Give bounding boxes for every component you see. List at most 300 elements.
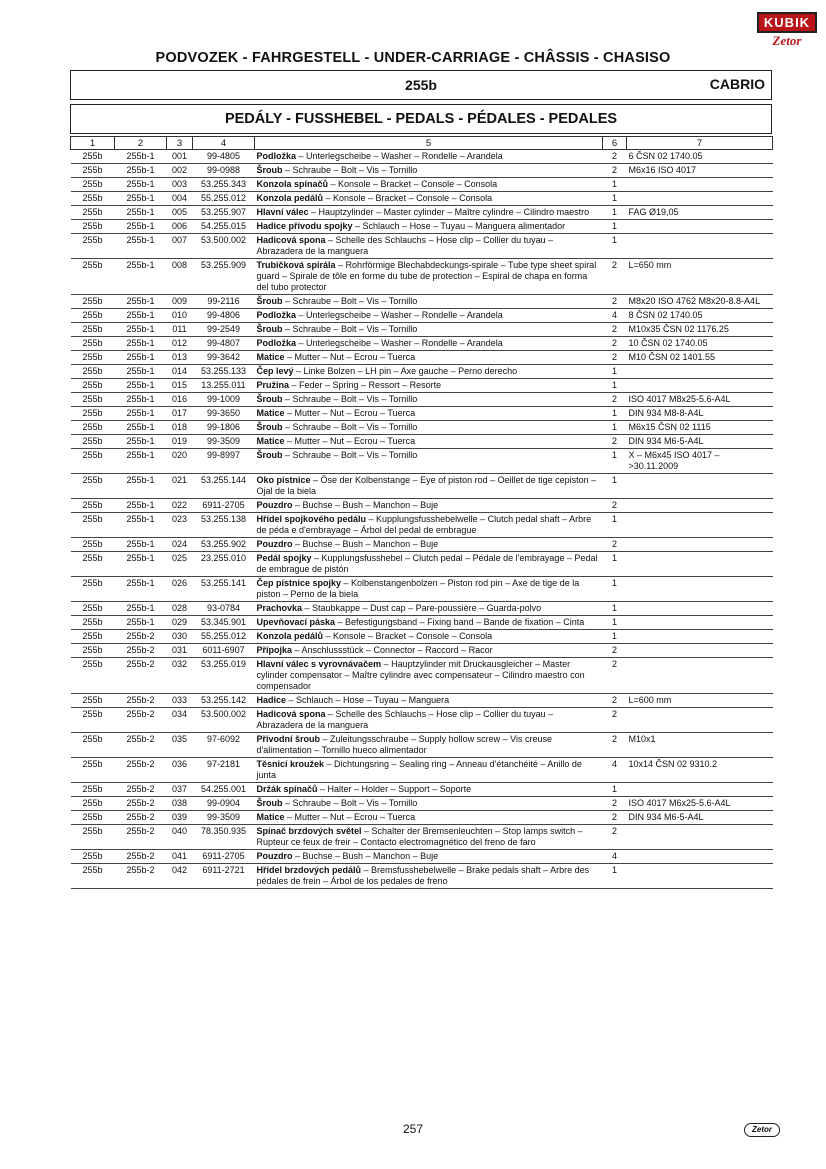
position-cell: 026 [167,577,193,602]
quantity-cell: 1 [603,220,627,234]
part-number-cell: 53.255.907 [193,206,255,220]
group-cell: 255b [71,538,115,552]
description-czech: Matice [256,352,285,362]
subgroup-cell: 255b-2 [115,864,167,889]
description-czech: Pouzdro [256,851,293,861]
position-cell: 024 [167,538,193,552]
group-cell: 255b [71,708,115,733]
group-cell: 255b [71,164,115,178]
subgroup-cell: 255b-1 [115,407,167,421]
description-cell [255,421,603,435]
table-row [71,259,773,295]
part-number-cell: 53.255.019 [193,658,255,694]
subgroup-cell: 255b-2 [115,630,167,644]
section-title: PEDÁLY - FUSSHEBEL - PEDALS - PÉDALES - PEDALES [224,111,618,127]
description-cell [255,351,603,365]
position-cell: 011 [167,323,193,337]
quantity-cell: 2 [603,694,627,708]
description-cell [255,783,603,797]
description-cell [255,150,603,164]
description-translations: – Schlauch – Hose – Tuyau – Manguera alimentador [352,221,566,231]
subgroup-cell: 255b-2 [115,797,167,811]
group-cell: 255b [71,449,115,474]
group-cell: 255b [71,864,115,889]
subgroup-cell: 255b-1 [115,178,167,192]
description-translations: – Hauptzylinder – Master cylinder – Maître cylindre – Cilindro maestro [308,207,590,217]
position-cell: 013 [167,351,193,365]
description-cell [255,259,603,295]
position-cell: 010 [167,309,193,323]
table-row [71,351,773,365]
description-cell [255,474,603,499]
description-cell [255,435,603,449]
description-cell [255,758,603,783]
group-cell: 255b [71,150,115,164]
description-translations: – Halter – Holder – Support – Soporte [317,784,472,794]
group-code: 255b [405,77,437,93]
note-cell: 10 ČSN 02 1740.05 [627,337,773,351]
description-czech: Šroub [256,324,283,334]
note-cell: DIN 934 M6-5-A4L [627,811,773,825]
description-translations: – Feder – Spring – Ressort – Resorte [289,380,442,390]
position-cell: 036 [167,758,193,783]
quantity-cell: 1 [603,552,627,577]
group-cell: 255b [71,435,115,449]
zetor-brand-mark: Zetor [744,1123,780,1137]
description-translations: – Schelle des Schlauchs – Hose clip – Collier du tuyau – Abrazadera de la manguera [256,235,554,256]
subgroup-cell: 255b-1 [115,206,167,220]
page-title: PODVOZEK - FAHRGESTELL - UNDER-CARRIAGE - CHÂSSIS - CHASISO [155,50,671,66]
table-row [71,234,773,259]
group-cell: 255b [71,323,115,337]
group-cell: 255b [71,234,115,259]
part-number-cell: 53.255.138 [193,513,255,538]
subgroup-cell: 255b-1 [115,192,167,206]
quantity-cell: 1 [603,630,627,644]
part-number-cell: 93-0784 [193,602,255,616]
note-cell [627,499,773,513]
table-row [71,435,773,449]
quantity-cell: 1 [603,864,627,889]
quantity-cell: 2 [603,658,627,694]
group-cell: 255b [71,192,115,206]
description-translations: – Zuleitungsschraube – Supply hollow screw – Vis creuse d'alimentation – Tornillo hueco alimentador [256,734,552,755]
description-czech: Matice [256,408,285,418]
subgroup-cell: 255b-2 [115,644,167,658]
subgroup-cell: 255b-1 [115,435,167,449]
table-row [71,178,773,192]
position-cell: 002 [167,164,193,178]
part-number-cell: 99-0904 [193,797,255,811]
group-cell: 255b [71,658,115,694]
description-cell [255,538,603,552]
description-czech: Oko pístnice [256,475,311,485]
description-cell [255,393,603,407]
description-cell [255,825,603,850]
table-row [71,150,773,164]
quantity-cell: 2 [603,259,627,295]
description-czech: Pedál spojky [256,553,312,563]
page-number: 257 [402,1122,424,1136]
quantity-cell: 1 [603,513,627,538]
position-cell: 014 [167,365,193,379]
position-cell: 023 [167,513,193,538]
description-czech: Čep levý [256,366,294,376]
quantity-cell: 1 [603,577,627,602]
subgroup-cell: 255b-1 [115,220,167,234]
description-translations: – Hauptzylinder mit Druckausgleicher – Master cylinder compensator – Maître cylindre avec compensateur – Cilindro maestro con compensador [256,659,585,691]
position-cell: 037 [167,783,193,797]
note-cell [627,616,773,630]
part-number-cell: 99-3509 [193,811,255,825]
note-cell [627,513,773,538]
position-cell: 001 [167,150,193,164]
subgroup-cell: 255b-2 [115,708,167,733]
group-cell: 255b [71,309,115,323]
position-cell: 021 [167,474,193,499]
quantity-cell: 1 [603,616,627,630]
note-cell: L=600 mm [627,694,773,708]
description-translations: – Mutter – Nut – Ecrou – Tuerca [284,408,416,418]
group-cell: 255b [71,694,115,708]
position-cell: 042 [167,864,193,889]
table-row [71,192,773,206]
position-cell: 022 [167,499,193,513]
part-number-cell: 53.255.141 [193,577,255,602]
part-number-cell: 6911-2705 [193,499,255,513]
description-czech: Hadicová spona [256,709,326,719]
subgroup-cell: 255b-1 [115,337,167,351]
quantity-cell: 2 [603,797,627,811]
quantity-cell: 1 [603,379,627,393]
position-cell: 003 [167,178,193,192]
description-czech: Šroub [256,450,283,460]
description-czech: Hadice přívodu spojky [256,221,353,231]
note-cell [627,178,773,192]
description-cell [255,295,603,309]
note-cell [627,192,773,206]
description-translations: – Befestigungsband – Fixing band – Bande de fixation – Cinta [335,617,585,627]
part-number-cell: 13.255.011 [193,379,255,393]
description-czech: Podložka [256,151,297,161]
position-cell: 009 [167,295,193,309]
note-cell: M6x16 ISO 4017 [627,164,773,178]
part-number-cell: 99-4807 [193,337,255,351]
part-number-cell: 99-8997 [193,449,255,474]
note-cell: ISO 4017 M6x25-5.6-A4L [627,797,773,811]
description-czech: Pružina [256,380,290,390]
description-translations: – Buchse – Bush – Manchon – Buje [292,500,439,510]
group-cell: 255b [71,733,115,758]
description-czech: Matice [256,812,285,822]
description-translations: – Schraube – Bolt – Vis – Tornillo [282,422,418,432]
note-cell [627,602,773,616]
subgroup-cell: 255b-1 [115,602,167,616]
description-translations: – Kolbenstangenbolzen – Piston rod pin – Axe de tige de la piston – Perno de la biela [256,578,580,599]
position-cell: 019 [167,435,193,449]
description-translations: – Unterlegscheibe – Washer – Rondelle – Arandela [296,151,503,161]
position-cell: 035 [167,733,193,758]
group-cell: 255b [71,616,115,630]
description-czech: Hadicová spona [256,235,326,245]
column-header: 3 [167,137,193,150]
subgroup-cell: 255b-2 [115,811,167,825]
group-cell: 255b [71,797,115,811]
group-cell: 255b [71,393,115,407]
group-cell: 255b [71,421,115,435]
description-cell [255,864,603,889]
description-cell [255,797,603,811]
quantity-cell: 2 [603,825,627,850]
quantity-cell: 2 [603,164,627,178]
subgroup-cell: 255b-2 [115,694,167,708]
quantity-cell: 1 [603,783,627,797]
table-row [71,811,773,825]
subgroup-cell: 255b-2 [115,825,167,850]
position-cell: 031 [167,644,193,658]
table-row [71,577,773,602]
subgroup-cell: 255b-1 [115,295,167,309]
note-cell [627,365,773,379]
description-translations: – Schraube – Bolt – Vis – Tornillo [282,798,418,808]
part-number-cell: 99-3642 [193,351,255,365]
description-translations: – Schraube – Bolt – Vis – Tornillo [282,394,418,404]
description-translations: – Kupplungsfusshebelwelle – Clutch pedal shaft – Arbre de péda e d'embrayage – Árbol del pedal de embrague [256,514,592,535]
table-row [71,337,773,351]
quantity-cell: 1 [603,178,627,192]
description-translations: – Staubkappe – Dust cap – Pare-poussière – Guarda-polvo [302,603,542,613]
description-translations: – Bremsfusshebelwelle – Brake pedals shaft – Arbre des pédales de frein – Árbol de los pedales de freno [256,865,590,886]
part-number-cell: 99-1806 [193,421,255,435]
table-row [71,538,773,552]
note-cell: M8x20 ISO 4762 M8x20-8.8-A4L [627,295,773,309]
part-number-cell: 53.255.142 [193,694,255,708]
description-cell [255,178,603,192]
table-row [71,407,773,421]
group-cell: 255b [71,513,115,538]
note-cell [627,850,773,864]
description-cell [255,733,603,758]
part-number-cell: 99-2116 [193,295,255,309]
part-number-cell: 55.255.012 [193,630,255,644]
part-number-cell: 54.255.001 [193,783,255,797]
group-cell: 255b [71,630,115,644]
note-cell [627,220,773,234]
description-czech: Šroub [256,394,283,404]
note-cell [627,708,773,733]
description-cell [255,323,603,337]
description-czech: Čep pístnice spojky [256,578,342,588]
description-translations: – Kupplungsfusshebel – Clutch pedal – Pédale de l'embrayage – Pedal de embrague de pistón [256,553,598,574]
table-row [71,309,773,323]
position-cell: 033 [167,694,193,708]
part-number-cell: 53.255.909 [193,259,255,295]
note-cell: L=650 mm [627,259,773,295]
position-cell: 040 [167,825,193,850]
quantity-cell: 2 [603,435,627,449]
description-czech: Šroub [256,422,283,432]
description-translations: – Konsole – Bracket – Console – Consola [328,179,498,189]
note-cell: M10x35 ČSN 02 1176.25 [627,323,773,337]
subgroup-cell: 255b-1 [115,379,167,393]
quantity-cell: 1 [603,602,627,616]
table-row [71,295,773,309]
table-row [71,708,773,733]
group-cell: 255b [71,206,115,220]
quantity-cell: 2 [603,811,627,825]
note-cell [627,783,773,797]
subgroup-cell: 255b-1 [115,513,167,538]
note-cell: ISO 4017 M8x25-5.6-A4L [627,393,773,407]
description-cell [255,206,603,220]
description-translations: – Mutter – Nut – Ecrou – Tuerca [284,352,416,362]
quantity-cell: 1 [603,192,627,206]
position-cell: 020 [167,449,193,474]
group-cell: 255b [71,178,115,192]
subgroup-cell: 255b-1 [115,474,167,499]
table-row [71,421,773,435]
description-czech: Konzola spínačů [256,179,329,189]
position-cell: 034 [167,708,193,733]
quantity-cell: 4 [603,850,627,864]
part-number-cell: 53.345.901 [193,616,255,630]
description-czech: Pouzdro [256,539,293,549]
quantity-cell: 1 [603,234,627,259]
quantity-cell: 2 [603,393,627,407]
quantity-cell: 1 [603,421,627,435]
description-czech: Hřídel brzdových pedálů [256,865,362,875]
quantity-cell: 2 [603,150,627,164]
subgroup-cell: 255b-2 [115,850,167,864]
subgroup-cell: 255b-1 [115,616,167,630]
variant-label: CABRIO [709,76,765,92]
table-row [71,365,773,379]
part-number-cell: 53.255.343 [193,178,255,192]
part-number-cell: 99-3509 [193,435,255,449]
quantity-cell: 2 [603,323,627,337]
quantity-cell: 2 [603,337,627,351]
note-cell [627,577,773,602]
table-row [71,825,773,850]
table-row [71,602,773,616]
table-row [71,864,773,889]
table-row [71,694,773,708]
description-czech: Prachovka [256,603,303,613]
table-row [71,783,773,797]
note-cell [627,538,773,552]
note-cell: 6 ČSN 02 1740.05 [627,150,773,164]
description-cell [255,552,603,577]
subgroup-cell: 255b-2 [115,733,167,758]
group-cell: 255b [71,337,115,351]
description-czech: Těsnicí kroužek [256,759,325,769]
group-cell: 255b [71,407,115,421]
description-czech: Držák spínačů [256,784,318,794]
description-czech: Upevňovací páska [256,617,336,627]
description-translations: – Schraube – Bolt – Vis – Tornillo [282,324,418,334]
table-header-row [71,137,773,150]
group-cell: 255b [71,783,115,797]
description-translations: – Mutter – Nut – Ecrou – Tuerca [284,812,416,822]
description-translations: – Konsole – Bracket – Console – Consola [323,631,493,641]
description-cell [255,449,603,474]
description-cell [255,644,603,658]
description-cell [255,811,603,825]
description-cell [255,850,603,864]
description-translations: – Buchse – Bush – Manchon – Buje [292,851,439,861]
group-cell: 255b [71,577,115,602]
description-cell [255,630,603,644]
quantity-cell: 4 [603,309,627,323]
description-cell [255,602,603,616]
quantity-cell: 1 [603,407,627,421]
note-cell: M10 ČSN 02 1401.55 [627,351,773,365]
description-czech: Pouzdro [256,500,293,510]
subgroup-cell: 255b-1 [115,449,167,474]
subgroup-cell: 255b-1 [115,365,167,379]
part-number-cell: 99-1009 [193,393,255,407]
group-cell: 255b [71,825,115,850]
table-row [71,616,773,630]
quantity-cell: 2 [603,295,627,309]
description-translations: – Buchse – Bush – Manchon – Buje [292,539,439,549]
position-cell: 006 [167,220,193,234]
position-cell: 038 [167,797,193,811]
table-row [71,630,773,644]
description-translations: – Rohrförmige Blechabdeckungs-spirale – Tube type sheet spiral guard – Spirale de tôle en forme du tube de protection – Espiral de chapa en forma del tubo protector [256,260,597,292]
description-cell [255,234,603,259]
group-cell: 255b [71,259,115,295]
description-cell [255,309,603,323]
part-number-cell: 6911-2705 [193,850,255,864]
description-translations: – Schraube – Bolt – Vis – Tornillo [282,296,418,306]
table-row [71,644,773,658]
description-czech: Hlavní válec s vyrovnávačem [256,659,382,669]
description-cell [255,694,603,708]
description-translations: – Unterlegscheibe – Washer – Rondelle – Arandela [296,338,503,348]
description-translations: – Linke Bolzen – LH pin – Axe gauche – Perno derecho [293,366,518,376]
group-cell: 255b [71,365,115,379]
parts-table-body [71,150,773,889]
subgroup-cell: 255b-1 [115,234,167,259]
description-cell [255,337,603,351]
column-header: 7 [627,137,773,150]
note-cell: M10x1 [627,733,773,758]
description-translations: – Anschlussstück – Connector – Raccord – Racor [292,645,493,655]
description-cell [255,164,603,178]
note-cell: DIN 934 M8-8-A4L [627,407,773,421]
note-cell [627,474,773,499]
part-number-cell: 55.255.012 [193,192,255,206]
note-cell: DIN 934 M6-5-A4L [627,435,773,449]
note-cell [627,552,773,577]
part-number-cell: 99-4806 [193,309,255,323]
subgroup-cell: 255b-1 [115,164,167,178]
position-cell: 029 [167,616,193,630]
table-row [71,499,773,513]
subgroup-cell: 255b-1 [115,259,167,295]
column-header: 6 [603,137,627,150]
description-czech: Hřídel spojkového pedálu [256,514,367,524]
quantity-cell: 2 [603,538,627,552]
description-czech: Hadice [256,695,287,705]
group-cell: 255b [71,220,115,234]
group-cell: 255b [71,644,115,658]
logo-zetor-text: Zetor [772,33,802,48]
position-cell: 025 [167,552,193,577]
quantity-cell: 2 [603,499,627,513]
column-header: 1 [71,137,115,150]
